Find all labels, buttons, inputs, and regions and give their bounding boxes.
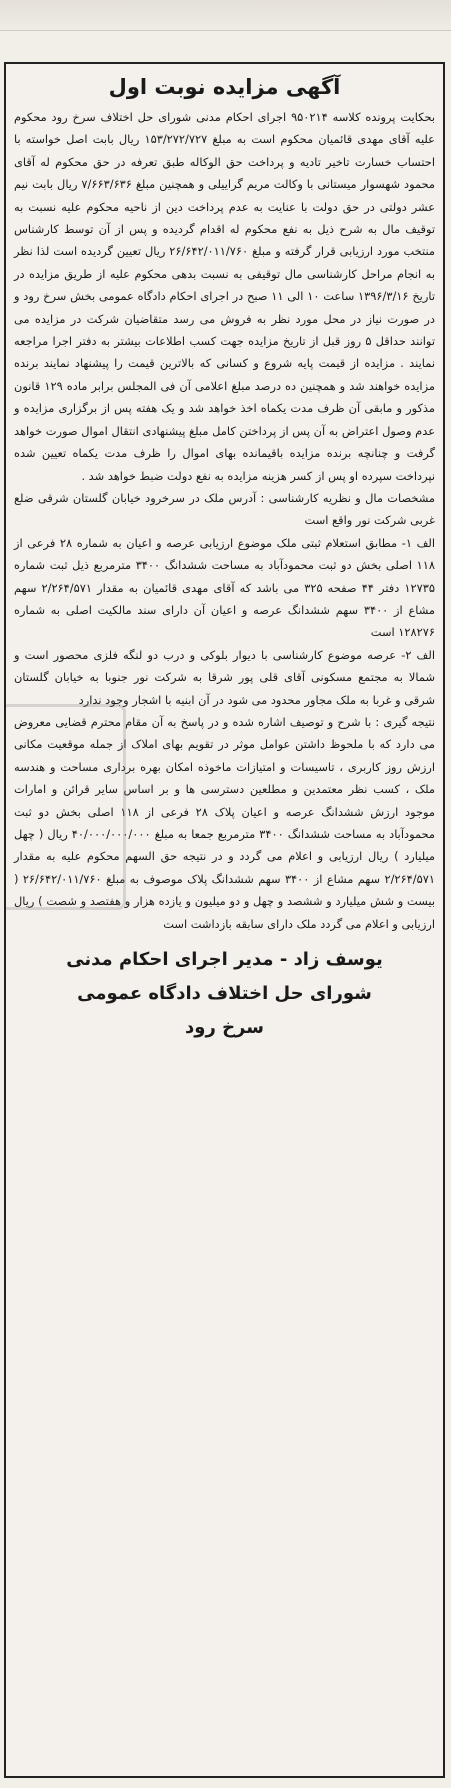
property-boundaries-paragraph: الف ۲- عرصه موضوع کارشناسی با دیوار بلوکی و درب دو لنگه فلزی محصور است و شمالا به مجتمع مسکونی آقای قلی پور شرقا به شرکت نور جنوبا به خیابان گلستان شرقی و غربا به ملک مجاور محدود می شود در آن ابنیه با اشجار وجود ندارد xyxy=(14,647,435,707)
conclusion-paragraph: نتیجه گیری : با شرح و توصیف اشاره شده و در پاسخ به آن مقام محترم قضایی معروض می دارد که با ملحوظ داشتن عوامل موثر در تقویم بهای املاک از جمله موقعیت مکانی ارزش روز کاربری ، تاسیسات و امتیازات ماخوذه امکان بهره برداری مساحت و هندسه ملک ، کسب نظر معتمدین و مطلعین دسترسی ها و بر اساس سایر قرائن و امارات موجود ارزش ششدانگ عرصه و اعیان پلاک ۲۸ فرعی از ۱۱۸ اصلی بخش دو ثبت محمودآباد به مساحت ششدانگ ۳۴۰۰ مترمربع جمعا به مبلغ ۴۰/۰۰۰/۰۰۰/۰۰۰ ریال ( چهل میلیارد ) ریال ارزیابی و اعلام می گردد و در نتیجه حق السهم محکوم علیه به مقدار ۲/۲۶۴/۵۷۱ سهم مشاع از ۳۴۰۰ سهم ششدانگ پلاک موصوف به مبلغ ۲۶/۶۴۲/۰۱۱/۷۶۰ ( بیست و شش میلیارد و ششصد و چهل و دو میلیون و یازده هزار و هفتصد و شصت ) ریال ارزیابی و اعلام می گردد ملک دارای سابقه بازداشت است xyxy=(14,714,436,931)
notice-body-paragraph: بحکایت پرونده کلاسه ۹۵۰۲۱۴ اجرای احکام مدنی شورای حل اختلاف سرخ رود محکوم علیه آقای مهدی قائمیان محکوم است به مبلغ ۱۵۳/۲۷۲/۷۲۷ ریال بابت اصل خواسته با احتساب خسارت تاخیر تادیه و پرداخت حق الوکاله طبق تعرفه در حق محکوم له آقای محمود شهسوار میستانی با وکالت مریم گراییلی و همچنین مبلغ ۷/۶۶۳/۶۳۶ ریال بابت نیم عشر دولتی در حق دولت با عنایت به عدم پرداخت دین از ناحیه محکوم علیه نسبت به توقیف مال به شرح ذیل به نفع محکوم له اقدام گردیده و پس از آن توسط کارشناس منتخب مورد ارزیابی قرار گرفته و مبلغ ۲۶/۶۴۲/۰۱۱/۷۶۰ ریال تعیین گردیده است لذا نظر به انجام مراحل کارشناسی مال توقیفی به نسبت بدهی محکوم علیه از طریق مزایده در تاریخ ۱۳۹۶/۳/۱۶ ساعت ۱۰ الی ۱۱ صبح در اجرای احکام دادگاه عمومی بخش سرخ رود و در صورت نیاز در محل مورد نظر به فروش می رسد متقاضیان شرکت در مزایده می توانند حداقل ۵ روز قبل از تاریخ مزایده جهت کسب اطلاعات بیشتر به دفتر اجرا مراجعه نمایند . مزایده از قیمت پایه شروع و کسانی که بالاترین قیمت را پیشنهاد نمایند برنده مزایده خواهند شد و همچنین ده درصد مبلغ اعلامی آن فی المجلس برابر ماده ۱۲۹ قانون مذکور و مابقی آن ظرف مدت یکماه اخذ خواهد شد و یک هفته پس از برگزاری مزایده و عدم وصول اعتراض به آن پس از پرداختن کامل مبلغ پیشنهادی انتقال اموال صورت خواهد گرفت و چنانچه برنده مزایده باقیمانده بهای اموال را ظرف مدت یکماه تعیین شده نپرداخت سپرده او پس از کسر هزینه مزایده به نفع دولت ضبط خواهد شد . xyxy=(14,110,436,483)
page-top-strip xyxy=(0,0,451,31)
notice-frame xyxy=(4,62,445,1778)
signature-line-council: شورای حل اختلاف دادگاه عمومی xyxy=(77,983,372,1005)
signature-line-name: یوسف زاد - مدیر اجرای احکام مدنی xyxy=(66,949,383,971)
notice-title: آگهی مزایده نوبت اول xyxy=(108,75,341,99)
signature-block xyxy=(14,943,435,1045)
registry-inquiry-paragraph: الف ۱- مطابق استعلام ثبتی ملک موضوع ارزیابی عرصه و اعیان به شماره ۲۸ فرعی از ۱۱۸ اصلی بخش دو ثبت محمودآباد به مساحت ششدانگ ۳۴۰۰ مترمربع ذیل ثبت شماره ۱۲۷۳۵ دفتر ۴۴ صفحه ۳۲۵ می باشد که آقای مهدی قائمیان به مقدار ۲/۲۶۴/۵۷۱ سهم مشاع از ۳۴۰۰ سهم ششدانگ عرصه و اعیان آن دارای سند مالکیت اصلی به شماره ۱۲۸۲۷۶ است xyxy=(14,535,435,640)
signature-line-city: سرخ رود xyxy=(185,1017,264,1039)
property-specs-paragraph: مشخصات مال و نظریه کارشناسی : آدرس ملک در سرخرود خیابان گلستان شرقی ضلع غربی شرکت نور واقع است xyxy=(14,490,435,528)
